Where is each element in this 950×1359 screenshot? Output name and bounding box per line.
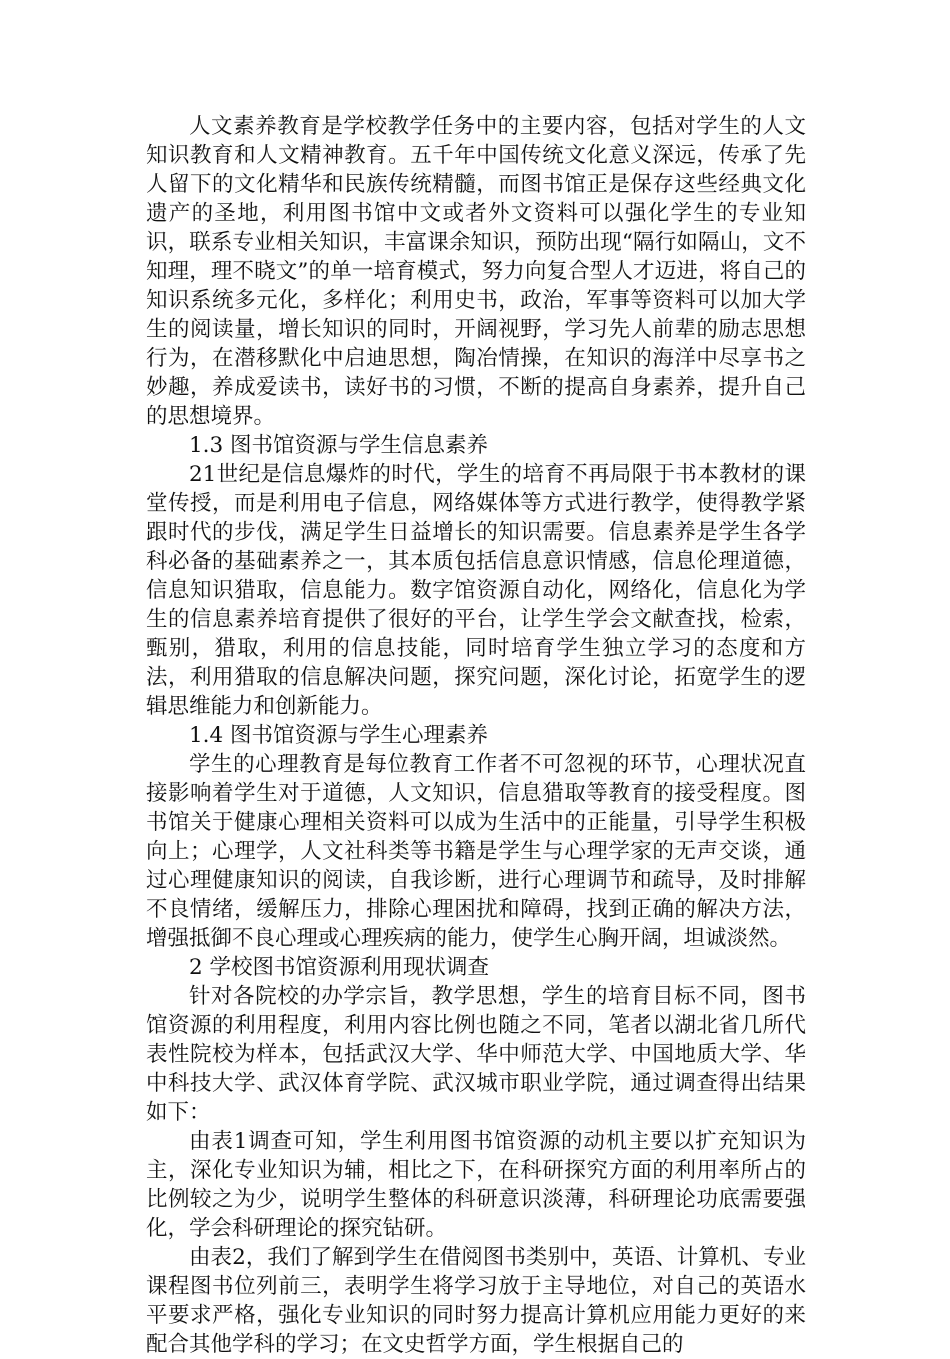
paragraph-information-literacy: 21世纪是信息爆炸的时代，学生的培育不再局限于书本教材的课堂传授，而是利用电子信息，网络媒体等方式进行教学，使得教学紧跟时代的步伐，满足学生日益增长的知识需要。信息素养是学生各学科必备的基础素养之一，其本质包括信息意识情感，信息伦理道德，信息知识猎取，信息能力。数字馆资源自动化，网络化，信息化为学生的信息素养培育提供了很好的平台，让学生学会文献查找，检索，甄别，猎取，利用的信息技能，同时培育学生独立学习的态度和方法，利用猎取的信息解决问题，探究问题，深化讨论，拓宽学生的逻辑思维能力和创新能力。 — [146, 462, 806, 719]
section-heading-2: 2 学校图书馆资源利用现状调查 — [189, 955, 490, 980]
paragraph-psychological-quality: 学生的心理教育是每位教育工作者不可忽视的环节，心理状况直接影响着学生对于道德，人文知识，信息猎取等教育的接受程度。图书馆关于健康心理相关资料可以成为生活中的正能量，引导学生积极向上；心理学，人文社科类等书籍是学生与心理学家的无声交谈，通过心理健康知识的阅读，自我诊断，进行心理调节和疏导，及时排解不良情绪，缓解压力，排除心理困扰和障碍，找到正确的解决方法，增强抵御不良心理或心理疾病的能力，使学生心胸开阔，坦诚淡然。 — [146, 752, 806, 951]
section-heading-1-4: 1.4 图书馆资源与学生心理素养 — [189, 723, 489, 748]
document-page — [146, 112, 806, 1359]
paragraph-table-1-analysis: 由表1调查可知，学生利用图书馆资源的动机主要以扩充知识为主，深化专业知识为辅，相比之下，在科研探究方面的利用率所占的比例较之为少，说明学生整体的科研意识淡薄，科研理论功底需要强化，学会科研理论的探究钻研。 — [146, 1129, 806, 1241]
paragraph-table-2-analysis: 由表2，我们了解到学生在借阅图书类别中，英语、计算机、专业课程图书位列前三，表明学生将学习放于主导地位，对自己的英语水平要求严格，强化专业知识的同时努力提高计算机应用能力更好的来配合其他学科的学习；在文史哲学方面，学生根据自己的 — [146, 1245, 806, 1357]
paragraph-survey-intro: 针对各院校的办学宗旨，教学思想，学生的培育目标不同，图书馆资源的利用程度，利用内容比例也随之不同，笔者以湖北省几所代表性院校为样本，包括武汉大学、华中师范大学、中国地质大学、华中科技大学、武汉体育学院、武汉城市职业学院，通过调查得出结果如下： — [146, 984, 806, 1125]
paragraph-humanities-education: 人文素养教育是学校教学任务中的主要内容，包括对学生的人文知识教育和人文精神教育。五千年中国传统文化意义深远，传承了先人留下的文化精华和民族传统精髓，而图书馆正是保存这些经典文化遗产的圣地，利用图书馆中文或者外文资料可以强化学生的专业知识，联系专业相关知识，丰富课余知识，预防出现“隔行如隔山，文不知理，理不晓文”的单一培育模式，努力向复合型人才迈进，将自己的知识系统多元化，多样化；利用史书，政治，军事等资料可以加大学生的阅读量，增长知识的同时，开阔视野，学习先人前辈的励志思想行为，在潜移默化中启迪思想，陶冶情操，在知识的海洋中尽享书之妙趣，养成爱读书，读好书的习惯，不断的提高自身素养，提升自己的思想境界。 — [146, 114, 806, 429]
section-heading-1-3: 1.3 图书馆资源与学生信息素养 — [189, 433, 489, 458]
